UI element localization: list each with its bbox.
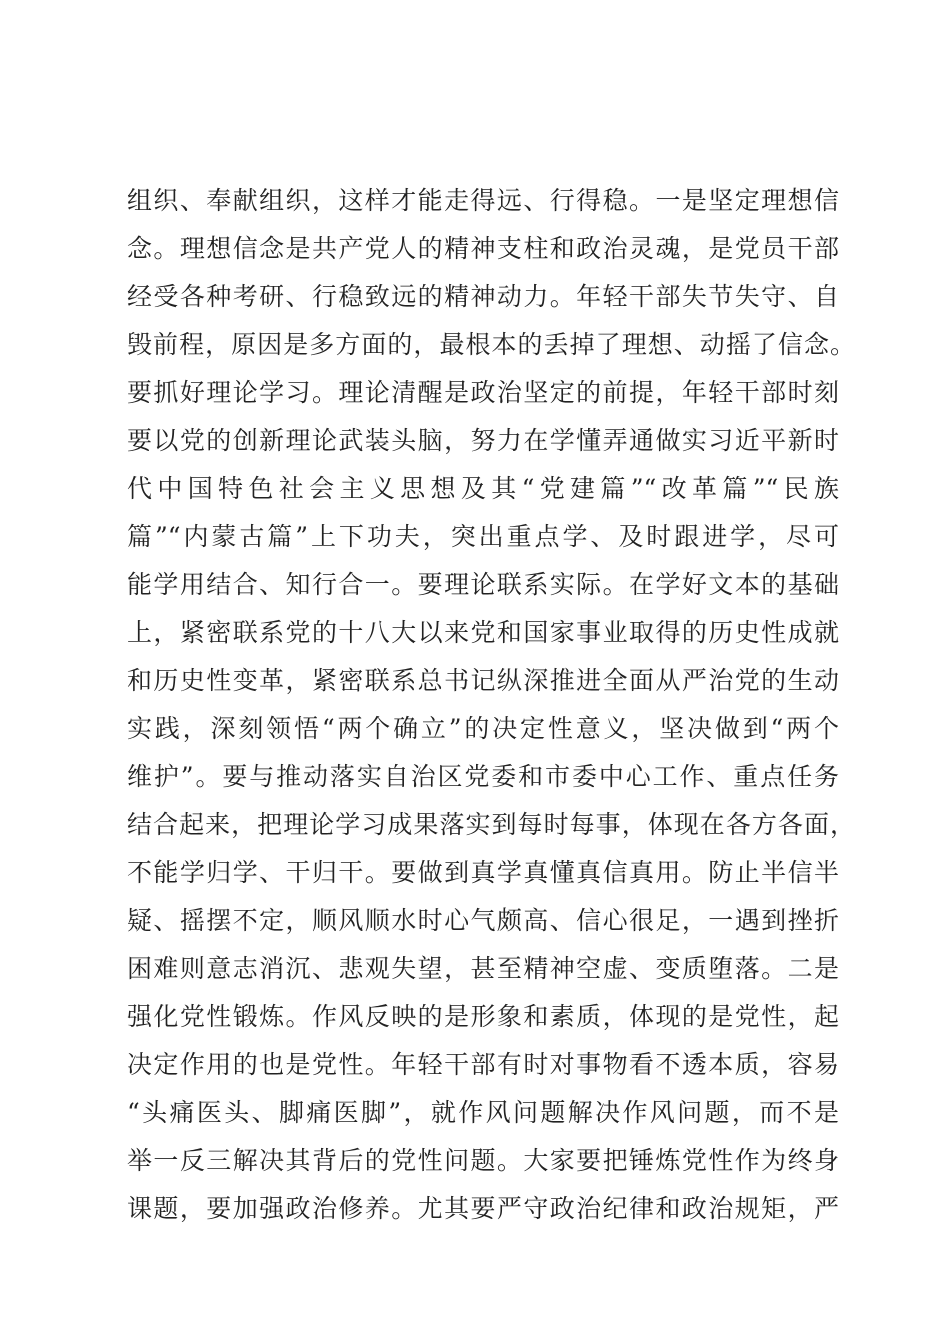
text-line: 念。理想信念是共产党人的精神支柱和政治灵魂，是党员干部 bbox=[127, 234, 839, 263]
text-line: 上，紧密联系党的十八大以来党和国家事业取得的历史性成就 bbox=[127, 618, 839, 647]
text-line: 实践，深刻领悟“两个确立”的决定性意义，坚决做到“两个 bbox=[127, 714, 839, 743]
text-line: 不能学归学、干归干。要做到真学真懂真信真用。防止半信半 bbox=[127, 858, 839, 887]
body-text bbox=[127, 181, 855, 1237]
text-line: 能学用结合、知行合一。要理论联系实际。在学好文本的基础 bbox=[127, 570, 839, 599]
text-line: 代中国特色社会主义思想及其“党建篇”“改革篇”“民族 bbox=[127, 474, 839, 503]
text-line: 举一反三解决其背后的党性问题。大家要把锤炼党性作为终身 bbox=[127, 1146, 839, 1175]
text-line: 疑、摇摆不定，顺风顺水时心气颇高、信心很足，一遇到挫折 bbox=[127, 906, 839, 935]
text-line: 要以党的创新理论武装头脑，努力在学懂弄通做实习近平新时 bbox=[127, 426, 839, 455]
text-line: 课题，要加强政治修养。尤其要严守政治纪律和政治规矩，严 bbox=[127, 1194, 839, 1223]
text-line: 结合起来，把理论学习成果落实到每时每事，体现在各方各面， bbox=[127, 810, 855, 839]
text-line: 强化党性锻炼。作风反映的是形象和素质，体现的是党性，起 bbox=[127, 1002, 839, 1031]
text-line: 困难则意志消沉、悲观失望，甚至精神空虚、变质堕落。二是 bbox=[127, 954, 839, 983]
text-line: 经受各种考研、行稳致远的精神动力。年轻干部失节失守、自 bbox=[127, 282, 839, 311]
text-line: 毁前程，原因是多方面的，最根本的丢掉了理想、动摇了信念。 bbox=[127, 330, 855, 359]
text-line: 组织、奉献组织，这样才能走得远、行得稳。一是坚定理想信 bbox=[127, 186, 839, 215]
text-line: “头痛医头、脚痛医脚”，就作风问题解决作风问题，而不是 bbox=[127, 1098, 839, 1127]
text-line: 和历史性变革，紧密联系总书记纵深推进全面从严治党的生动 bbox=[127, 666, 839, 695]
text-line: 要抓好理论学习。理论清醒是政治坚定的前提，年轻干部时刻 bbox=[127, 378, 839, 407]
text-line: 维护”。要与推动落实自治区党委和市委中心工作、重点任务 bbox=[127, 762, 839, 791]
text-line: 决定作用的也是党性。年轻干部有时对事物看不透本质，容易 bbox=[127, 1050, 839, 1079]
text-line: 篇”“内蒙古篇”上下功夫，突出重点学、及时跟进学，尽可 bbox=[127, 522, 839, 551]
